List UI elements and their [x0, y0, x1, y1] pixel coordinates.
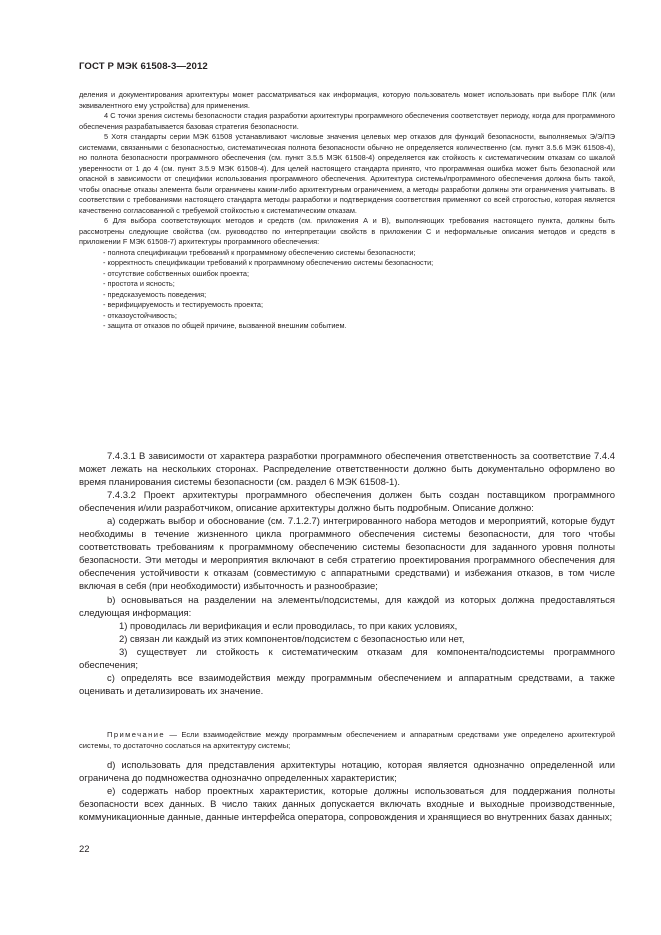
list-item: - отказоустойчивость;	[103, 310, 177, 320]
clause-7-4-3-1: 7.4.3.1 В зависимости от характера разработки программного обеспечения ответственность за соответствие 7.4.4 может лежать на нескольких сторонах. Распределение ответственности должно быть документально оформлено во время планирования системы безопасности (см. раздел 6 МЭК 61508-1).	[79, 451, 615, 489]
note-paragraph	[79, 729, 615, 751]
note-6: 6 Для выбора соответствующих методов и средств (см. приложения А и В), выполняющих требования настоящего пункта, должны быть рассмотрены следующие свойства (см. руководство по интерпретации свойств в приложении С и неформальные описания методов и средств в приложении F МЭК 61508-7) архитектуры программного обеспечения:	[79, 216, 615, 246]
list-item: - предсказуемость поведения;	[103, 289, 207, 299]
list-item: - верифицируемость и тестируемость проекта;	[103, 300, 264, 309]
list-item: - полнота спецификации требований к программному обеспечению системы безопасности;	[103, 247, 416, 257]
list-item: - корректность спецификации требований к программному обеспечению системы безопасности;	[103, 258, 434, 267]
list-item: - защита от отказов по общей причине, вызванной внешним событием.	[103, 321, 347, 330]
note-4: 4 С точки зрения системы безопасности стадия разработки архитектуры программного обеспечения соответствует периоду, когда для программного обеспечения разрабатывается базовая стратегия безопасности.	[79, 111, 615, 131]
note-text: — Если взаимодействие между программным обеспечением и аппаратным средствами уже определено архитектурой системы, то достаточно сослаться на архитектуру системы;	[79, 730, 615, 750]
item-b-2: 2) связан ли каждый из этих компонентов/подсистем с безопасностью или нет,	[119, 633, 465, 645]
item-b-1: 1) проводилась ли верификация и если проводилась, то при каких условиях,	[119, 620, 458, 632]
clause-7-4-3-2: 7.4.3.2 Проект архитектуры программного обеспечения должен быть создан поставщиком программного обеспечения и/или разработчиком, описание архитектуры должно быть подробным. Описание должно:	[79, 490, 615, 515]
note-5: 5 Хотя стандарты серии МЭК 61508 устанавливают числовые значения целевых мер отказов для функций безопасности, выполняемых Э/Э/ПЭ системами, связанными с безопасностью, систематическая полнота безопасности обычно не определяется количественно (см. пункт 3.5.6 МЭК 61508-4), но полнота безопасности программного обеспечения (см. пункт 3.5.5 МЭК 61508-4) определяется как стойкость к систематическим отказам со шкалой уверенности от 1 до 4 (см. пункт 3.5.9 МЭК 61508-4). Для целей настоящего стандарта принято, что программная ошибка может быть безопасной или опасной в зависимости от специфики использования программного обеспечения. Архитектура системы/программного обеспечения должна быть такой, чтобы опасные отказы элемента были ограничены каким-либо архитектурным ограничением, а методы разработки должны эти ограничения учитывать. В соответствии с требованиями настоящего стандарта методы разработки и подтверждения соответствия применяют со всей строгостью, которая является качественно согласованной с требуемой стойкостью к систематическим отказам.	[79, 132, 615, 215]
item-b-3: 3) существует ли стойкость к систематическим отказам для компонента/подсистемы программного обеспечения;	[79, 646, 615, 671]
main-text	[79, 450, 615, 698]
item-d: d) использовать для представления архитектуры нотацию, которая является однозначно определенной или ограничена до подмножества однозначно определенных характеристик;	[79, 760, 615, 785]
item-e: е) содержать набор проектных характеристик, которые должны использоваться для поддержания полноты безопасности всех данных. В число таких данных допускается включать входные и выходные производственные, коммуникационные данные, данные интерфейса оператора, сопровождения и хранящиеся во внутренних базах данных;	[79, 786, 615, 824]
note-continuation: деления и документирования архитектуры может рассматриваться как информация, которую пользователь может использовать при выборе ПЛК (или эквивалентного ему устройства) для применения.	[79, 90, 615, 110]
item-c: с) определять все взаимодействия между программным обеспечением и аппаратным средствами, а также оценивать и детализировать их значение.	[79, 672, 615, 697]
note-label: Примечание	[107, 730, 165, 739]
item-a: а) содержать выбор и обоснование (см. 7.1.2.7) интегрированного набора методов и мероприятий, которые будут необходимы в течение жизненного цикла программного обеспечения системы безопасности, для того чтобы соответствовать требованиям к программному обеспечению системы безопасности для заданного уровня полноты безопасности. Эти методы и мероприятия включают в себя стратегию проектирования программного обеспечения для обеспечения устойчивости к отказам (совместимую с аппаратными средствами) и избежания отказов, в том числе включая в себя (при необходимости) избыточность и разнообразие;	[79, 516, 615, 593]
page-number: 22	[79, 844, 90, 855]
document-header: ГОСТ Р МЭК 61508-3—2012	[79, 61, 208, 72]
list-item: - отсутствие собственных ошибок проекта;	[103, 268, 250, 278]
item-b: b) основываться на разделении на элементы/подсистемы, для каждой из которых должна предоставляться следующая информация:	[79, 594, 615, 619]
list-item: - простота и ясность;	[103, 279, 175, 288]
notes-block	[79, 90, 615, 332]
tail-text	[79, 759, 615, 824]
note-block	[79, 729, 615, 751]
